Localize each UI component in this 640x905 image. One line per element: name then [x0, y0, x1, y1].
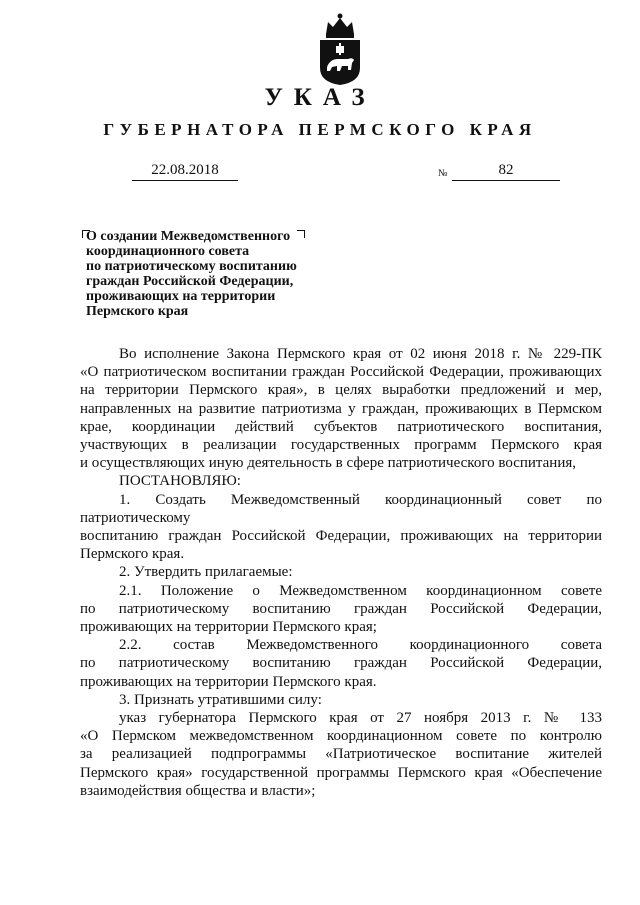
subject-line: проживающих на территории [86, 289, 276, 304]
item-1-line: 1. Создать Межведомственный координационный совет по патриотическому [80, 491, 602, 526]
item-3-line: «О Пермском межведомственном координационном совете по контролю [80, 728, 602, 745]
subject-line: граждан Российской Федерации, [86, 274, 294, 289]
item-1-line: воспитанию граждан Российской Федерации, проживающих на территории [80, 528, 602, 545]
intro-line: направленных на развитие патриотизма у граждан, проживающих в Пермском [80, 400, 602, 417]
document-date: 22.08.2018 [132, 162, 238, 181]
document-title: УКАЗ [264, 84, 376, 111]
item-3-line: Пермского края» государственной программы Пермского края «Обеспечение [80, 764, 602, 781]
perm-krai-coat-of-arms-icon [318, 12, 362, 86]
item-3-line: за реализацией подпрограммы «Патриотическое воспитание жителей [80, 746, 602, 763]
item-2: 2. Утвердить прилагаемые: [119, 564, 293, 581]
item-2-1-line: по патриотическому воспитанию граждан Российской Федерации, [80, 600, 602, 617]
document-number: 82 [452, 162, 560, 181]
item-2-2-line: проживающих на территории Пермского края. [80, 673, 377, 690]
intro-line: Во исполнение Закона Пермского края от 02 июня 2018 г. № 229-ПК [119, 346, 602, 362]
item-3-line: указ губернатора Пермского края от 27 ноября 2013 г. № 133 [119, 710, 602, 727]
intro-line: крае, координации действий субъектов патриотического воспитания, [80, 418, 602, 435]
subject-line: по патриотическому воспитанию [86, 259, 297, 274]
item-2-1-line: 2.1. Положение о Межведомственном координационном совете [119, 582, 602, 599]
subject-line: координационного совета [86, 244, 250, 259]
number-label: № [438, 168, 448, 179]
item-3-line: взаимодействия общества и власти»; [80, 782, 316, 799]
intro-line: «О патриотическом воспитании граждан Российской Федерации, проживающих [80, 364, 602, 381]
subject-line: Пермского края [86, 304, 189, 319]
subject-line: О создании Межведомственного [86, 229, 291, 244]
item-2-2-line: 2.2. состав Межведомственного координационного совета [119, 637, 602, 654]
item-1-line: Пермского края. [80, 546, 185, 563]
item-2-2-line: по патриотическому воспитанию граждан Российской Федерации, [80, 655, 602, 672]
item-3: 3. Признать утратившими силу: [119, 691, 322, 708]
decree-word: ПОСТАНОВЛЯЮ: [119, 473, 241, 490]
document-subtitle: ГУБЕРНАТОРА ПЕРМСКОГО КРАЯ [103, 120, 537, 139]
item-2-1-line: проживающих на территории Пермского края; [80, 619, 377, 636]
intro-line: на территории Пермского края», в целях выработки предложений и мер, [80, 382, 602, 399]
intro-line: участвующих в реализации государственных программ Пермского края [80, 437, 602, 454]
intro-line: и осуществляющих иную деятельность в сфере патриотического воспитания, [80, 455, 577, 472]
document-body [80, 345, 602, 800]
document-subject [86, 229, 326, 319]
